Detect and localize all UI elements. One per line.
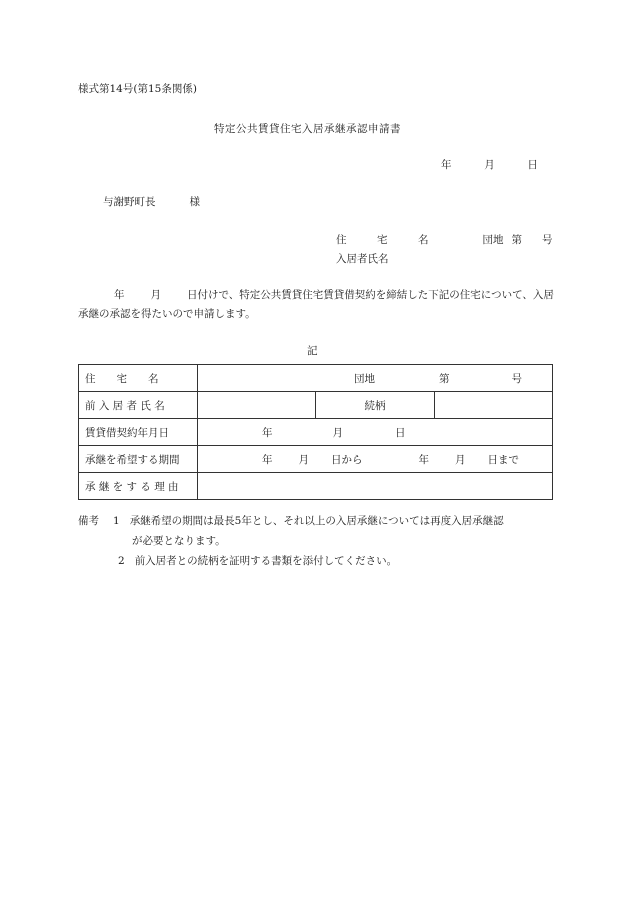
desired-period-cell-label: 承継を希望する期間: [79, 446, 198, 473]
table-row: [79, 473, 553, 500]
body-month-label: 月: [150, 289, 161, 301]
contract-year-label: 年: [262, 426, 273, 439]
resident-name-label: 入居者氏名: [336, 253, 389, 265]
table-row: [79, 419, 553, 446]
contract-day-label: 日: [395, 426, 406, 439]
house-name-label: 住 宅 名: [336, 234, 439, 246]
contract-date-cell[interactable]: [198, 419, 553, 446]
relation-cell[interactable]: [434, 392, 552, 419]
note-item-1-continued: が必要となります。: [132, 535, 226, 547]
addressee: [103, 194, 200, 209]
ki-heading: 記: [307, 345, 318, 357]
notes: [78, 511, 504, 571]
details-table: [78, 364, 553, 500]
table-dai-label: 第: [439, 372, 450, 385]
relation-cell-label: 続柄: [316, 392, 434, 419]
application-body: [78, 286, 554, 324]
body-text: 日付けで、特定公共賃貸住宅賃貸借契約を締結した下記の住宅について、入居承継の承認を得たいので申請します。: [78, 289, 554, 320]
period-year2-label: 年: [418, 453, 429, 466]
period-from-label: 日から: [331, 453, 363, 466]
notes-heading: 備考: [78, 515, 99, 527]
reason-cell-label: 承 継 を す る 理 由: [79, 473, 198, 500]
date-day-label: 日: [527, 159, 538, 171]
period-year1-label: 年: [262, 453, 273, 466]
note-item-2: 2 前入居者との続柄を証明する書類を添付してください。: [118, 555, 398, 567]
date-month-label: 月: [484, 159, 495, 171]
period-month2-label: 月: [455, 453, 466, 466]
application-date: [441, 157, 538, 172]
house-name-cell-label: 住 宅 名: [79, 365, 198, 392]
table-danchi-label: 団地: [354, 372, 375, 385]
form-number: 様式第14号(第15条関係): [78, 83, 197, 95]
period-month1-label: 月: [298, 453, 309, 466]
addressee-name: 与謝野町長: [103, 196, 156, 208]
previous-resident-cell-label: 前 入 居 者 氏 名: [79, 392, 198, 419]
period-until-label: 日まで: [487, 453, 519, 466]
gou-label: 号: [542, 234, 553, 246]
house-name-cell[interactable]: [198, 365, 553, 392]
dai-label: 第: [511, 234, 522, 246]
addressee-honorific: 様: [189, 196, 200, 208]
applicant-house-line: [336, 232, 553, 247]
reason-cell[interactable]: [198, 473, 553, 500]
table-row: [79, 392, 553, 419]
table-row: [79, 365, 553, 392]
document-title: 特定公共賃貸住宅入居承継承認申請書: [214, 123, 401, 135]
contract-date-cell-label: 賃貸借契約年月日: [79, 419, 198, 446]
note-item-1: 備考 1 承継希望の期間は最長5年とし、それ以上の入居承継については再度入居承継認: [78, 515, 504, 527]
table-row: [79, 446, 553, 473]
previous-resident-name-cell[interactable]: [198, 392, 316, 419]
danchi-label: 団地: [482, 234, 504, 246]
desired-period-cell[interactable]: [198, 446, 553, 473]
body-year-label: 年: [114, 289, 125, 301]
contract-month-label: 月: [332, 426, 343, 439]
date-year-label: 年: [441, 159, 452, 171]
table-gou-label: 号: [511, 372, 522, 385]
